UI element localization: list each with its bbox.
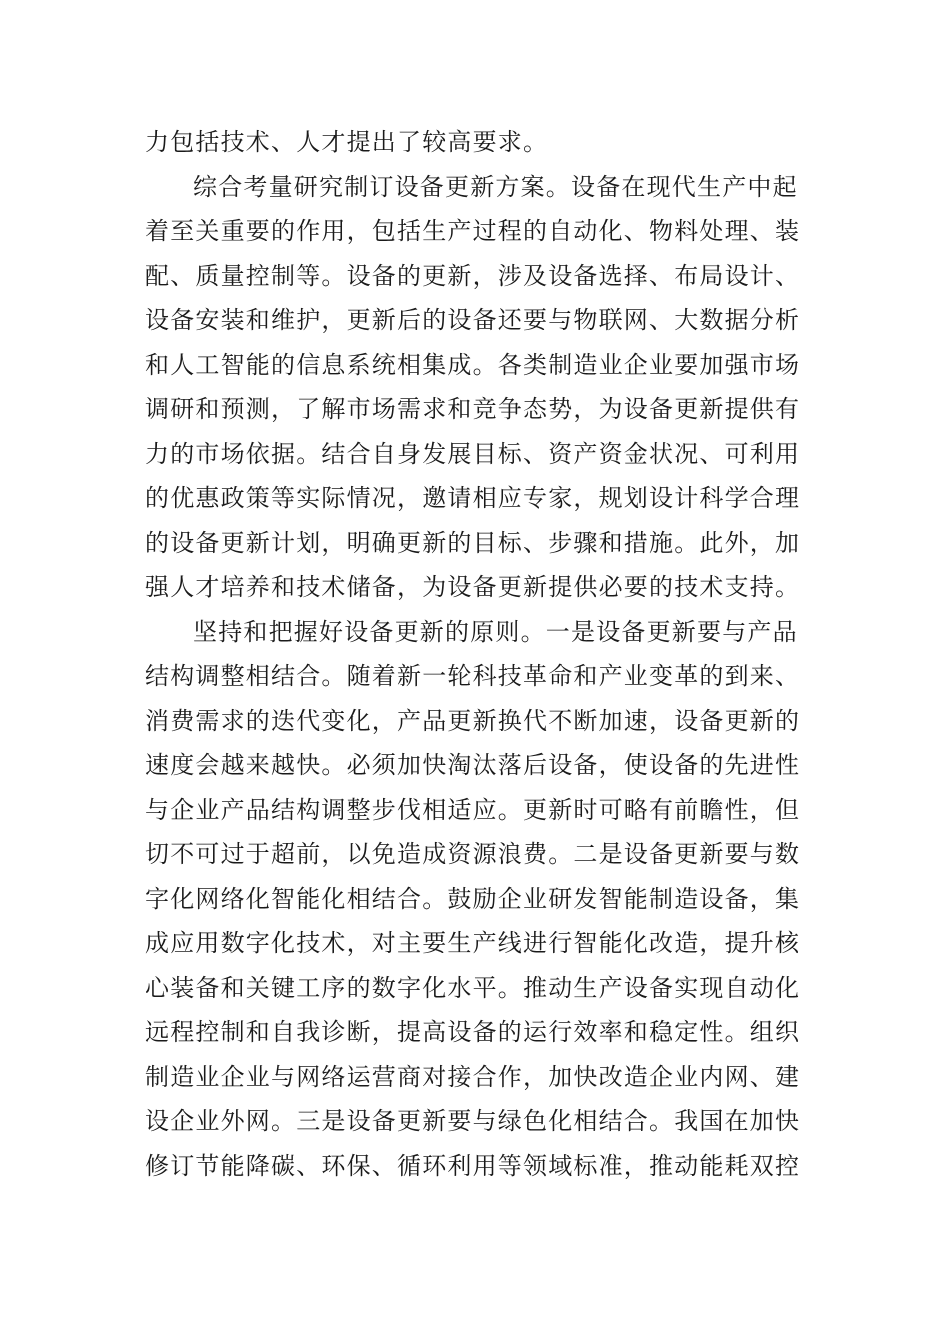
text-line: 与企业产品结构调整步伐相适应。更新时可略有前瞻性，但 xyxy=(145,795,801,824)
text-line: 心装备和关键工序的数字化水平。推动生产设备实现自动化 xyxy=(145,973,801,1002)
paragraph-start-line: 坚持和把握好设备更新的原则。一是设备更新要与产品 xyxy=(193,617,798,646)
text-line: 速度会越来越快。必须加快淘汰落后设备，使设备的先进性 xyxy=(145,751,801,779)
text-line: 设企业外网。三是设备更新要与绿色化相结合。我国在加快 xyxy=(145,1107,801,1135)
text-line: 制造业企业与网络运营商对接合作，加快改造企业内网、建 xyxy=(145,1062,801,1091)
paragraph-start-line: 综合考量研究制订设备更新方案。设备在现代生产中起 xyxy=(193,172,798,201)
text-line: 结构调整相结合。随着新一轮科技革命和产业变革的到来、 xyxy=(145,662,801,690)
text-line: 配、质量控制等。设备的更新，涉及设备选择、布局设计、 xyxy=(145,261,801,290)
text-line: 调研和预测，了解市场需求和竞争态势，为设备更新提供有 xyxy=(145,395,801,423)
text-line: 切不可过于超前，以免造成资源浪费。二是设备更新要与数 xyxy=(145,840,801,868)
text-line: 设备安装和维护，更新后的设备还要与物联网、大数据分析 xyxy=(145,306,801,334)
text-line: 成应用数字化技术，对主要生产线进行智能化改造，提升核 xyxy=(145,929,801,957)
text-line: 消费需求的迭代变化，产品更新换代不断加速，设备更新的 xyxy=(145,706,801,735)
text-line: 力包括技术、人才提出了较高要求。 xyxy=(145,128,549,156)
text-line: 着至关重要的作用，包括生产过程的自动化、物料处理、装 xyxy=(145,217,801,245)
body-text xyxy=(145,120,810,1188)
text-line: 的优惠政策等实际情况，邀请相应专家，规划设计科学合理 xyxy=(145,484,801,512)
text-line: 的设备更新计划，明确更新的目标、步骤和措施。此外，加 xyxy=(145,528,801,557)
text-line: 修订节能降碳、环保、循环利用等领域标准，推动能耗双控 xyxy=(145,1151,801,1180)
text-line: 强人才培养和技术储备，为设备更新提供必要的技术支持。 xyxy=(145,573,801,601)
text-line: 和人工智能的信息系统相集成。各类制造业企业要加强市场 xyxy=(145,350,801,379)
text-line: 力的市场依据。结合自身发展目标、资产资金状况、可利用 xyxy=(145,439,801,468)
text-line: 字化网络化智能化相结合。鼓励企业研发智能制造设备，集 xyxy=(145,884,801,913)
text-line: 远程控制和自我诊断，提高设备的运行效率和稳定性。组织 xyxy=(145,1018,801,1046)
